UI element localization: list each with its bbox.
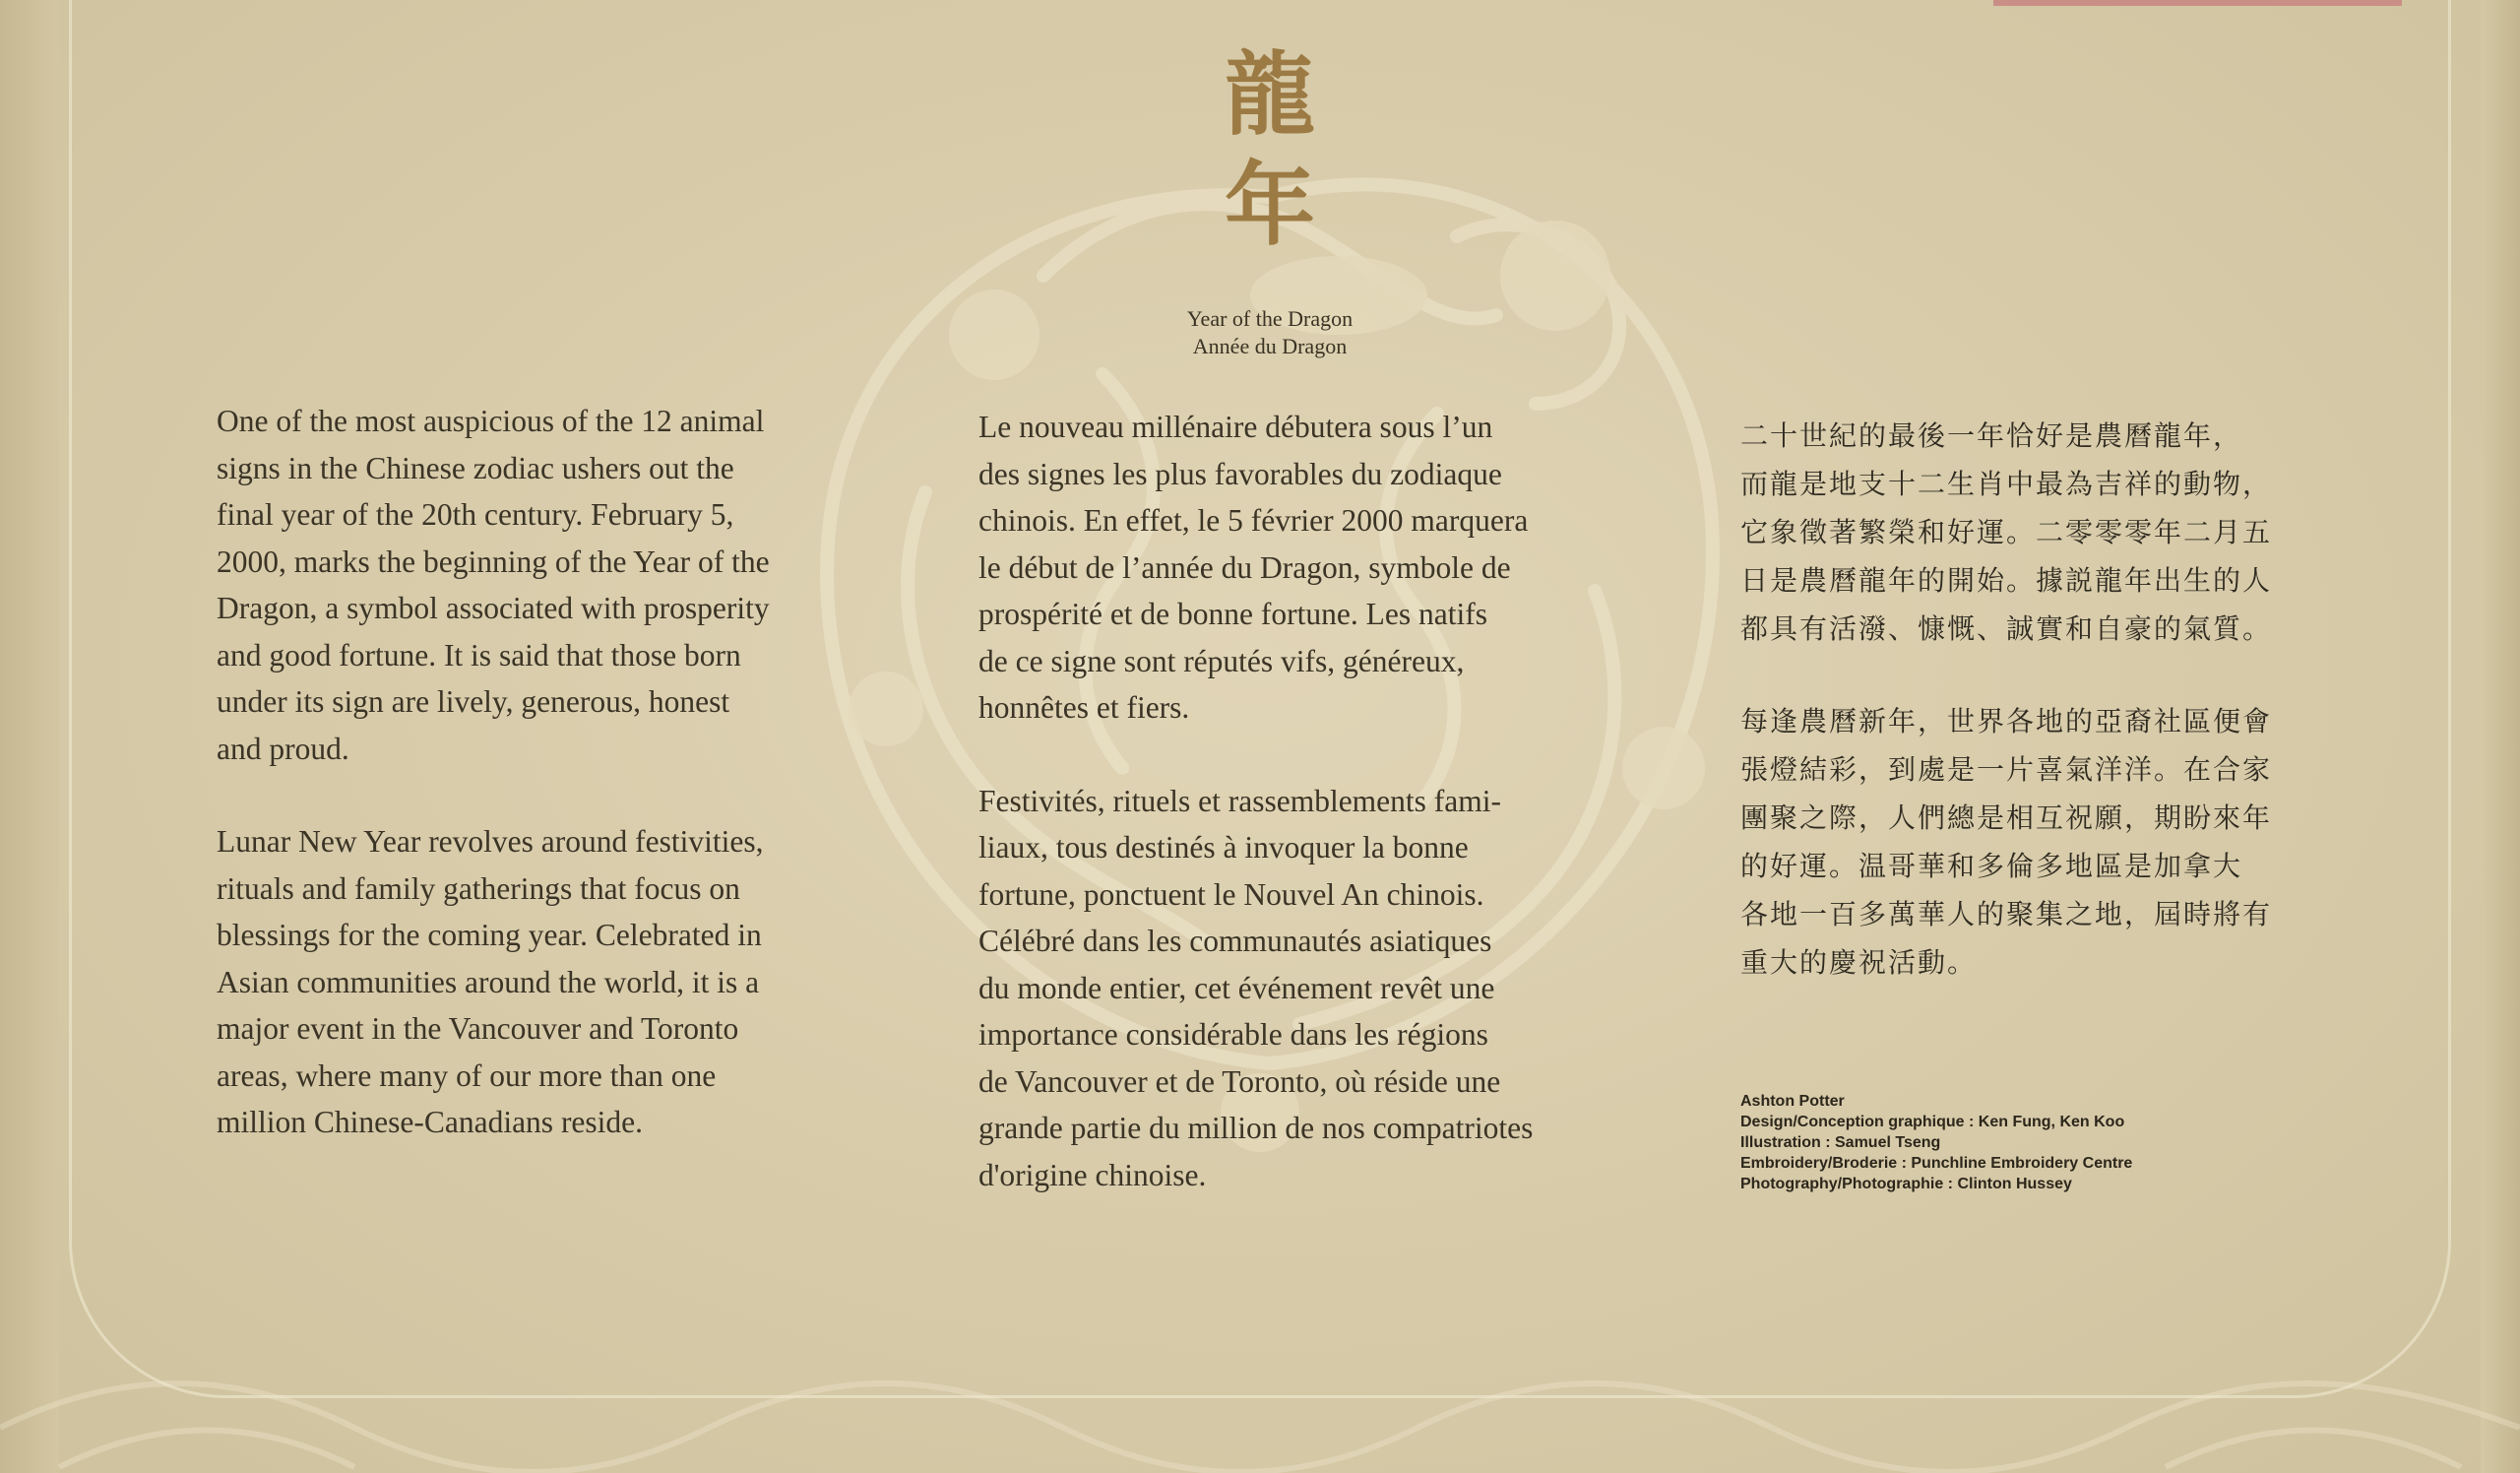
envelope-left-edge — [0, 0, 59, 1473]
french-paragraph-1: Le nouveau millénaire débutera sous l’un des signes les plus favorables du zodiaque chinois. En effet, le 5 février 2000 marquera le début de l’année du Dragon, symbole de prospérité et de bonne fortune. Les natifs de ce signe sont réputés vifs, généreux, honnêtes et fiers. — [978, 410, 1529, 725]
credit-illustration: Illustration : Samuel Tseng — [1740, 1134, 1941, 1151]
credit-design: Design/Conception graphique : Ken Fung, Ken Koo — [1740, 1114, 2125, 1130]
english-column — [217, 398, 906, 1146]
chinese-paragraph-1: 二十世紀的最後一年恰好是農曆龍年， 而龍是地支十二生肖中最為吉祥的動物， 它象徵著繁榮和好運。二零零零年二月五 日是農曆龍年的開始。據説龍年出生的人 都具有活潑、慷慨、誠實和自豪的氣質。 — [1740, 419, 2273, 645]
credit-printer: Ashton Potter — [1740, 1093, 1845, 1110]
cloud-pattern — [0, 1280, 2520, 1473]
stamp-strip — [1993, 0, 2402, 6]
french-title: Année du Dragon — [1192, 334, 1348, 358]
credits-block — [1740, 1091, 2252, 1194]
french-column — [978, 404, 1668, 1198]
english-paragraph-2: Lunar New Year revolves around festivities, rituals and family gatherings that focus on blessings for the coming year. Celebrated in Asian communities around the world, it is a major event in the Vancouver and Toronto areas, where many of our more than one million Chinese-Canadians reside. — [217, 824, 764, 1139]
english-paragraph-1: One of the most auspicious of the 12 animal signs in the Chinese zodiac ushers out the final year of the 20th century. February 5, 2000, marks the beginning of the Year of the Dragon, a symbol associated with prosperity and good fortune. It is said that those born under its sign are lively, generous, honest and proud. — [217, 404, 770, 766]
credit-photography: Photography/Photographie : Clinton Hussey — [1740, 1176, 2072, 1192]
french-paragraph-2: Festivités, rituels et rassemblements fami- liaux, tous destinés à invoquer la bonne fortune, ponctuent le Nouvel An chinois. Célébré dans les communautés asiatiques du monde entier, cet événement revêt une importance considérable dans les régions de Vancouver et de Toronto, où réside une grande partie du million de nos compatriotes d'origine chinoise. — [978, 783, 1534, 1192]
credit-embroidery: Embroidery/Broderie : Punchline Embroidery Centre — [1740, 1155, 2133, 1172]
english-title: Year of the Dragon — [1186, 306, 1354, 331]
chinese-title: 龍年 — [1224, 41, 1315, 258]
chinese-column — [1740, 412, 2292, 987]
envelope-right-edge — [2481, 0, 2520, 1473]
chinese-paragraph-2: 每逢農曆新年，世界各地的亞裔社區便會 張燈結彩，到處是一片喜氣洋洋。在合家 團聚之際，人們總是相互祝願，期盼來年 的好運。温哥華和多倫多地區是加拿大 各地一百多萬華人的聚集之地，屆時將有 重大的慶祝活動。 — [1740, 705, 2273, 979]
